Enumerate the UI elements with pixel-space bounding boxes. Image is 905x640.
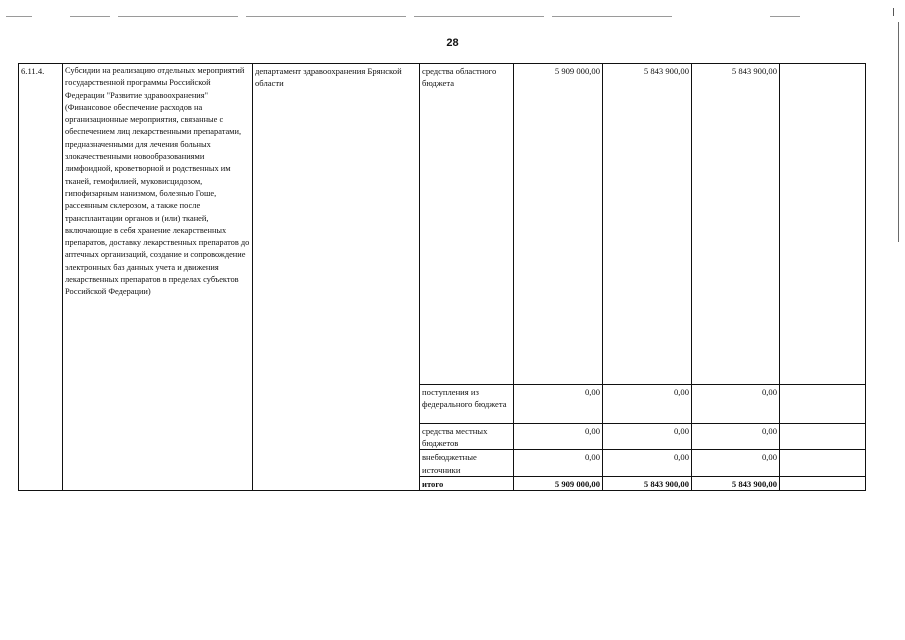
budget-table (18, 63, 866, 491)
row-description: Субсидии на реализацию отдельных мероприятий государственной программы Российской Федерации "Развитие здравоохранения" (Финансовое обеспечение расходов на организационные мероприятия, связанные с обеспечением лиц лекарственными препаратами, предназначенными для лечения больных злокачественными новообразованиями лимфоидной, кроветворной и родственных им тканей, гемофилией, муковисцидозом, гипофизарным нанизмом, болезнью Гоше, рассеянным склерозом, а также после трансплантации органов и (или) тканей, включающие в себя хранение лекарственных препаратов, доставку лекарственных препаратов до аптечных организаций, создание и сопровождение электронных баз данных учета и движения лекарственных препаратов в пределах субъектов Российской Федерации) (63, 64, 253, 491)
scan-artifact-top-line (0, 14, 905, 20)
source-value-2: 5 843 900,00 (603, 476, 692, 490)
source-value-2: 0,00 (603, 424, 692, 450)
source-name: поступления из федерального бюджета (420, 385, 514, 424)
page-number: 28 (446, 37, 459, 49)
source-name: итого (420, 476, 514, 490)
scan-artifact-tick (893, 8, 894, 16)
source-value-1: 5 909 000,00 (514, 64, 603, 385)
source-value-2: 0,00 (603, 385, 692, 424)
source-value-4 (780, 64, 866, 385)
source-value-1: 0,00 (514, 450, 603, 476)
row-executor: департамент здравоохранения Брянской области (253, 64, 420, 491)
source-value-4 (780, 424, 866, 450)
source-name: средства местных бюджетов (420, 424, 514, 450)
source-value-3: 5 843 900,00 (692, 476, 780, 490)
scan-artifact-edge (898, 22, 899, 242)
row-code: 6.11.4. (19, 64, 63, 491)
source-value-2: 5 843 900,00 (603, 64, 692, 385)
source-value-4 (780, 450, 866, 476)
source-name: средства областного бюджета (420, 64, 514, 385)
source-value-3: 0,00 (692, 450, 780, 476)
source-value-1: 0,00 (514, 424, 603, 450)
source-value-2: 0,00 (603, 450, 692, 476)
source-value-1: 0,00 (514, 385, 603, 424)
table-row (19, 64, 866, 385)
source-value-3: 0,00 (692, 424, 780, 450)
source-value-3: 0,00 (692, 385, 780, 424)
source-name: внебюджетные источники (420, 450, 514, 476)
source-value-4 (780, 476, 866, 490)
source-value-4 (780, 385, 866, 424)
source-value-1: 5 909 000,00 (514, 476, 603, 490)
source-value-3: 5 843 900,00 (692, 64, 780, 385)
